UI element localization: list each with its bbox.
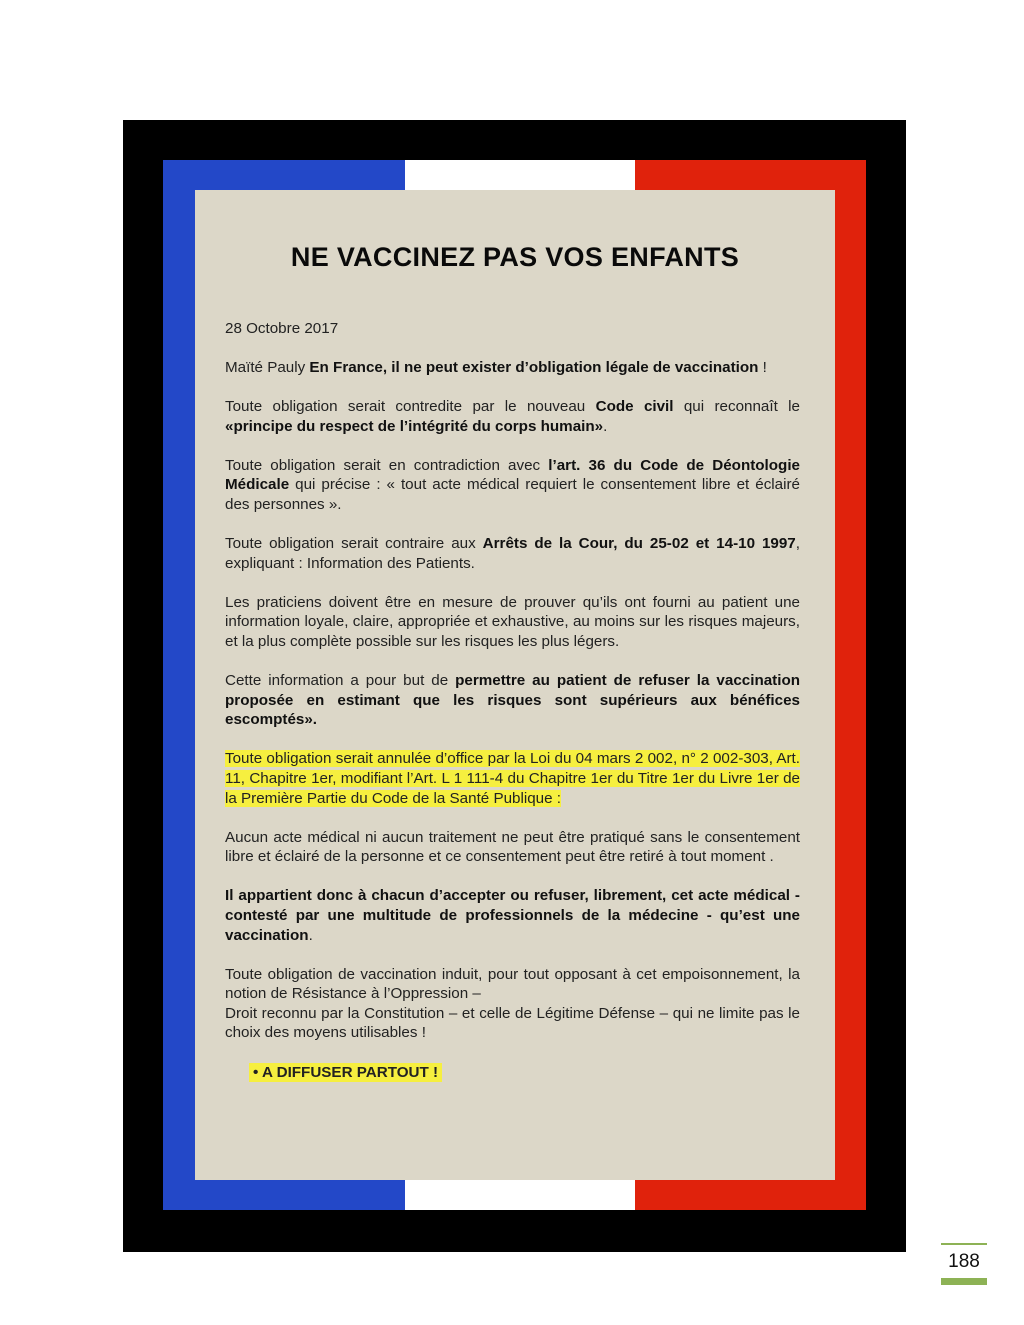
- paragraph-10: Toute obligation de vaccination induit, pour tout opposant à cet empoisonnement, la notion de Résistance à l’Oppression – Droit reconnu par la Constitution – et celle de Légitime Défense – qui ne limite pas le choix des moyens utilisables !: [225, 965, 800, 1042]
- paragraph-2: Toute obligation serait contredite par le nouveau Code civil qui reconnaît le «principe du respect de l’intégrité du corps humain».: [225, 398, 801, 435]
- paragraph-3: Toute obligation serait en contradiction avec l’art. 36 du Code de Déontologie Médicale qui précise : « tout acte médical requiert le consentement libre et éclairé des personnes ».: [225, 456, 800, 514]
- poster-body: [225, 319, 800, 1102]
- paragraph-1: Maïté Pauly En France, il ne peut exister d’obligation légale de vaccination !: [225, 359, 767, 377]
- bullet-highlight: • A DIFFUSER PARTOUT !: [249, 1063, 442, 1082]
- page-number-box: [941, 1243, 987, 1285]
- paragraph-5: Les praticiens doivent être en mesure de prouver qu’ils ont fourni au patient une information loyale, claire, appropriée et exhaustive, au moins sur les risques majeurs, et la plus complète possible sur les risques les plus légers.: [225, 593, 800, 651]
- paragraph-9: Il appartient donc à chacun d’accepter ou refuser, librement, cet acte médical - contesté par une multitude de professionnels de la médecine - qu’est une vaccination.: [225, 887, 800, 944]
- page-number: 188: [948, 1251, 980, 1272]
- highlight: Toute obligation serait annulée d’office par la Loi du 04 mars 2 002, n° 2 002-303, Art. 11, Chapitre 1er, modifiant l’Art. L 1 111-4 du Chapitre 1er du Titre 1er du Livre 1er de la Première Partie du Code de la Santé Publique :: [225, 750, 800, 807]
- poster-image: [123, 120, 906, 1252]
- share-bullet: [249, 1063, 800, 1083]
- paragraph-8: Aucun acte médical ni aucun traitement ne peut être pratiqué sans le consentement libre et éclairé de la personne et ce consentement peut être retiré à tout moment .: [225, 828, 800, 866]
- paragraph-4: Toute obligation serait contraire aux Arrêts de la Cour, du 25-02 et 14-10 1997, expliquant : Information des Patients.: [225, 535, 800, 572]
- page-number-rule-bottom: [941, 1278, 987, 1285]
- paragraph-6: Cette information a pour but de permettre au patient de refuser la vaccination proposée en estimant que les risques sont supérieurs aux bénéfices escomptés».: [225, 672, 800, 729]
- poster-title: NE VACCINEZ PAS VOS ENFANTS: [290, 242, 740, 272]
- text-panel: [195, 190, 835, 1180]
- page-number-rule-top: [941, 1243, 987, 1245]
- paragraph-7-highlighted: [225, 749, 800, 808]
- date: 28 Octobre 2017: [225, 320, 339, 337]
